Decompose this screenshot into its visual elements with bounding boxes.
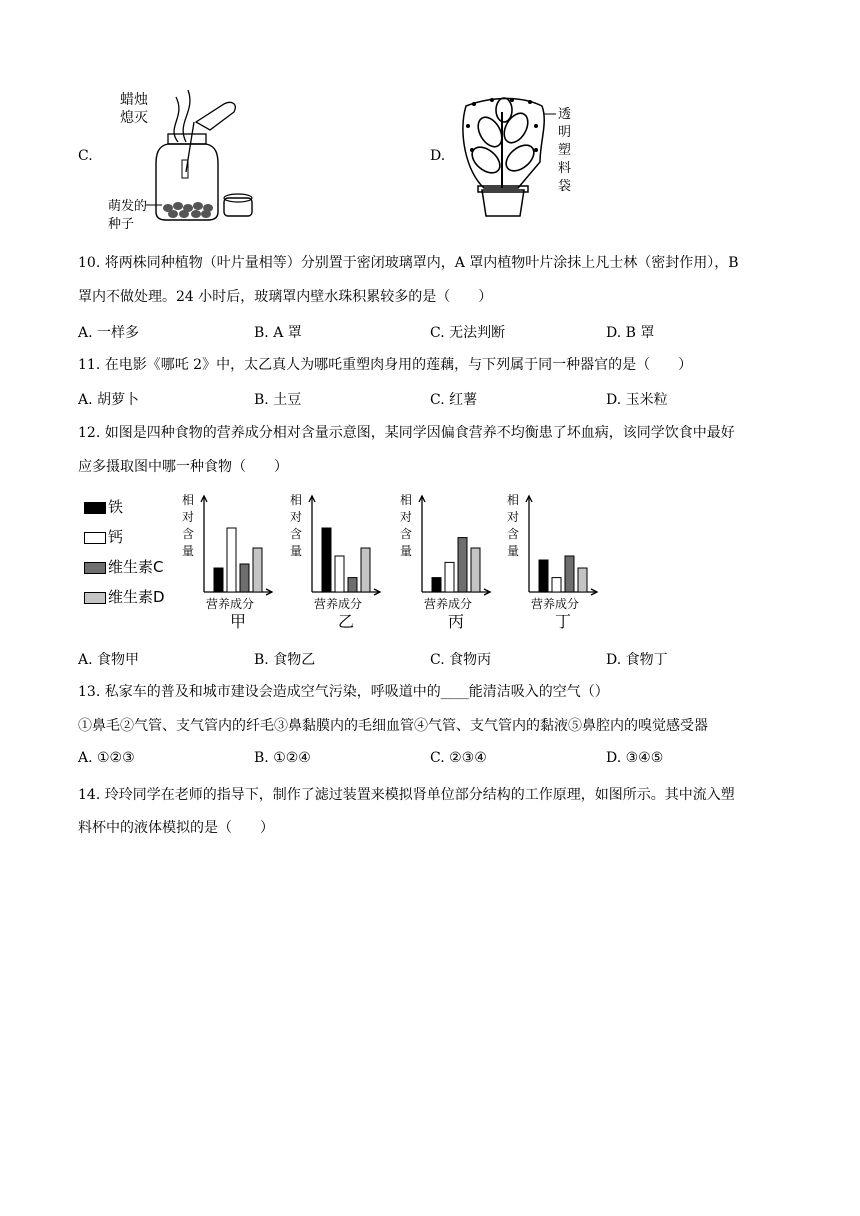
chart-name: 丁 xyxy=(555,612,572,630)
candle-jar-figure xyxy=(106,82,266,232)
bar-维生素C xyxy=(565,556,574,592)
q11-option-d[interactable]: D. 玉米粒 xyxy=(606,392,668,408)
y-axis-label-char: 相 xyxy=(507,493,520,507)
y-axis-label-char: 对 xyxy=(507,510,520,524)
q12-stem-line2: 应多摄取图中哪一种食物（ ） xyxy=(78,459,288,475)
option-c-label: C. xyxy=(78,148,93,164)
chart-4 xyxy=(507,492,597,630)
y-axis-label-char: 含 xyxy=(182,527,195,541)
plant-bag-figure xyxy=(452,92,582,224)
chart-name: 乙 xyxy=(338,612,355,630)
bar-钙 xyxy=(335,556,344,592)
x-axis-label: 营养成分 xyxy=(531,597,580,611)
bar-维生素C xyxy=(458,538,467,592)
bag-label-char-3: 塑 xyxy=(558,143,572,158)
q12-option-c[interactable]: C. 食物丙 xyxy=(430,652,492,668)
figure-label-extinguished: 熄灭 xyxy=(120,110,148,126)
q11-option-c[interactable]: C. 红薯 xyxy=(430,392,478,408)
q11-option-a[interactable]: A. 胡萝卜 xyxy=(78,392,140,408)
y-axis-label-char: 相 xyxy=(182,493,195,507)
q14-stem-line1: 14. 玲玲同学在老师的指导下，制作了滤过装置来模拟肾单位部分结构的工作原理，如图所示。其中流入塑 xyxy=(78,787,735,803)
chart-1 xyxy=(182,492,272,630)
bag-label-char-5: 袋 xyxy=(558,179,572,194)
q12-stem-line1: 12. 如图是四种食物的营养成分相对含量示意图，某同学因偏食营养不均衡患了坏血病，该同学饮食中最好 xyxy=(78,425,735,441)
q13-stem-line1: 13. 私家车的普及和城市建设会造成空气污染，呼吸道中的____能清洁吸入的空气（） xyxy=(78,684,609,700)
x-axis-label: 营养成分 xyxy=(206,597,255,611)
legend-label-vitamin-c: 维生素C xyxy=(108,558,164,576)
q12-option-d[interactable]: D. 食物丁 xyxy=(606,652,668,668)
bar-维生素D xyxy=(361,548,370,592)
y-axis-label-char: 相 xyxy=(400,493,413,507)
bar-钙 xyxy=(552,578,561,592)
chart-3 xyxy=(400,492,490,630)
y-axis-label-char: 含 xyxy=(507,527,520,541)
x-axis-label: 营养成分 xyxy=(424,597,473,611)
q10-stem-line1: 10. 将两株同种植物（叶片量相等）分别置于密闭玻璃罩内，A 罩内植物叶片涂抹上凡士林（密封作用），B xyxy=(78,255,739,271)
legend-swatch-iron xyxy=(84,502,106,514)
y-axis-label-char: 相 xyxy=(290,493,303,507)
chart-name: 甲 xyxy=(230,612,247,630)
bar-钙 xyxy=(227,528,236,592)
q12-option-a[interactable]: A. 食物甲 xyxy=(78,652,140,668)
bar-铁 xyxy=(214,568,223,592)
y-axis-label-char: 含 xyxy=(290,527,303,541)
figure-label-candle: 蜡烛 xyxy=(120,92,148,108)
legend-swatch-calcium xyxy=(84,532,106,544)
option-d-label: D. xyxy=(430,148,446,164)
q10-option-c[interactable]: C. 无法判断 xyxy=(430,325,506,341)
legend-swatch-vitamin-c xyxy=(84,562,106,574)
bag-label-char-1: 透 xyxy=(558,107,572,122)
bar-维生素D xyxy=(578,568,587,592)
y-axis-label-char: 对 xyxy=(182,510,195,524)
y-axis-label-char: 量 xyxy=(290,544,303,558)
bar-维生素C xyxy=(348,578,357,592)
chart-name: 丙 xyxy=(448,612,465,630)
q10-option-b[interactable]: B. A 罩 xyxy=(254,325,302,341)
figure-label-germinating: 萌发的 xyxy=(108,199,148,214)
bar-铁 xyxy=(539,560,548,592)
chart-2 xyxy=(290,492,380,630)
q13-option-a[interactable]: A. ①②③ xyxy=(78,750,135,766)
bag-label-char-4: 料 xyxy=(558,161,572,176)
q10-option-d[interactable]: D. B 罩 xyxy=(606,325,655,341)
y-axis-label-char: 对 xyxy=(290,510,303,524)
nutrient-charts xyxy=(180,490,620,630)
q14-stem-line2: 料杯中的液体模拟的是（ ） xyxy=(78,820,274,836)
bar-铁 xyxy=(322,528,331,592)
q11-option-b[interactable]: B. 土豆 xyxy=(254,392,302,408)
q12-option-b[interactable]: B. 食物乙 xyxy=(254,652,316,668)
bar-铁 xyxy=(432,578,441,592)
legend-swatch-vitamin-d xyxy=(84,592,106,604)
q13-option-c[interactable]: C. ②③④ xyxy=(430,750,487,766)
bar-维生素D xyxy=(253,548,262,592)
legend-label-iron: 铁 xyxy=(108,498,124,516)
q13-stem-line2: ①鼻毛②气管、支气管内的纤毛③鼻黏膜内的毛细血管④气管、支气管内的黏液⑤鼻腔内的嗅觉感受器 xyxy=(78,718,708,734)
bag-label-char-2: 明 xyxy=(558,125,572,140)
y-axis-label-char: 对 xyxy=(400,510,413,524)
q10-option-a[interactable]: A. 一样多 xyxy=(78,325,140,341)
figure-label-seeds: 种子 xyxy=(108,217,135,232)
bar-维生素D xyxy=(471,548,480,592)
legend-label-vitamin-d: 维生素D xyxy=(108,588,165,606)
y-axis-label-char: 量 xyxy=(400,544,413,558)
legend-label-calcium: 钙 xyxy=(108,528,124,546)
x-axis-label: 营养成分 xyxy=(314,597,363,611)
q10-stem-line2: 罩内不做处理。24 小时后，玻璃罩内壁水珠积累较多的是（ ） xyxy=(78,289,493,305)
y-axis-label-char: 量 xyxy=(182,544,195,558)
q13-option-d[interactable]: D. ③④⑤ xyxy=(606,750,664,766)
q11-stem-line1: 11. 在电影《哪吒 2》中，太乙真人为哪吒重塑肉身用的莲藕，与下列属于同一种器官的是（ ） xyxy=(78,357,693,373)
y-axis-label-char: 含 xyxy=(400,527,413,541)
chart-legend xyxy=(84,496,184,610)
q13-option-b[interactable]: B. ①②④ xyxy=(254,750,311,766)
bar-维生素C xyxy=(240,564,249,592)
bar-钙 xyxy=(445,562,454,592)
y-axis-label-char: 量 xyxy=(507,544,520,558)
